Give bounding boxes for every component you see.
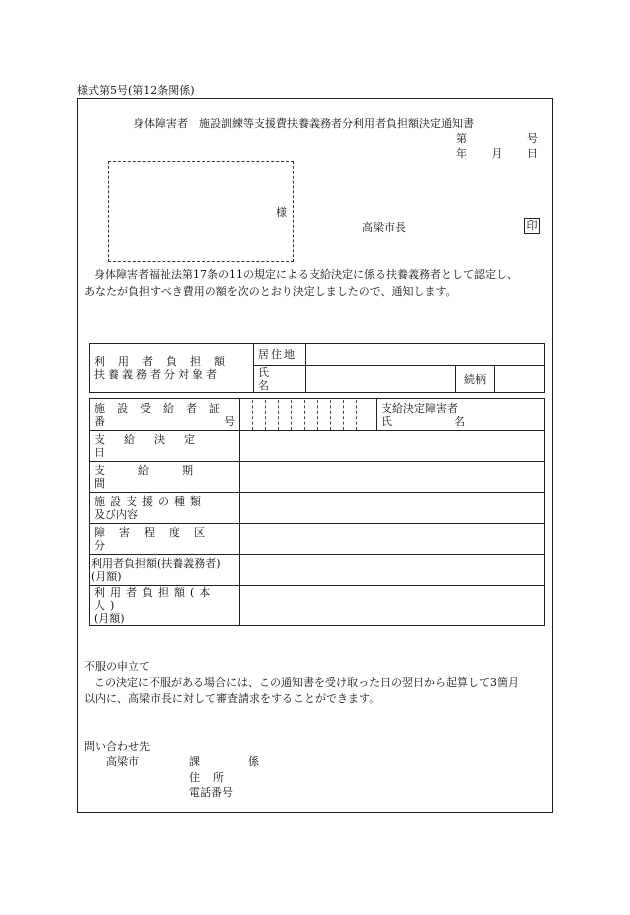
self-burden-label [90,586,240,626]
date-month: 月 [491,147,503,160]
certificate-digit-boxes [240,400,376,430]
self-burden-field[interactable] [240,586,545,626]
decided-person-label-1: 支給決定障害者 [381,401,458,415]
decided-person-label-2: 氏 名 [381,414,465,428]
contact-section: 課 [189,755,200,768]
contact-address: 住所 [189,771,237,784]
date-year: 年 [456,147,467,160]
address-label: 居住地 [254,344,306,366]
certificate-label-top: 施設受給者証 [94,401,232,415]
disability-class-label: 障害程度区分 [90,524,240,555]
form-number: 様式第5号(第12条関係) [77,84,195,97]
recipient-suffix: 様 [276,206,287,219]
name-field[interactable] [306,366,456,393]
document-title: 身体障害者 施設訓練等支援費扶養義務者分利用者負担額決定通知書 [133,117,474,130]
benefit-period-label: 支給期間 [90,462,240,493]
number-prefix: 第 [456,132,467,145]
contact-subsection: 係 [248,755,259,768]
decision-date-label: 支給決定日 [90,431,240,462]
service-type-field[interactable] [240,493,545,524]
service-type-label [90,493,240,524]
date-day: 日 [527,147,538,160]
name-label: 氏名 [254,366,306,393]
self-burden-label-2: (月額) [94,612,125,625]
benefit-period-field[interactable] [240,462,545,493]
decision-date-field[interactable] [240,431,545,462]
document-date [456,147,538,161]
relation-field[interactable] [495,366,545,393]
recipient-address-box[interactable] [108,161,294,262]
contact-heading: 問い合わせ先 [84,740,150,753]
benefit-table [89,398,545,626]
objection-heading: 不服の申立て [84,660,150,673]
certificate-number-field[interactable] [240,399,377,431]
number-suffix: 号 [527,132,538,145]
service-type-label-2: 及び内容 [94,508,138,521]
seal-mark: 印 [524,218,540,234]
document-number [456,132,538,146]
issuer-name: 高梁市長 [362,221,406,234]
decided-person-cell [377,399,545,431]
dependent-label [90,344,254,393]
service-type-label-1: 施設支援の種類 [94,495,206,508]
dependent-burden-label [90,555,240,586]
contact-city: 高梁市 [106,755,139,768]
objection-line-2: 以内に、高梁市長に対して審査請求をすることができます。 [84,692,381,705]
address-field[interactable] [306,344,545,366]
certificate-label-bottom: 番 号 [94,414,235,428]
certificate-label [90,399,240,431]
disability-class-field[interactable] [240,524,545,555]
relation-label: 続柄 [456,366,495,393]
self-burden-label-1: 利用者負担額(本人) [94,586,216,612]
contact-phone: 電話番号 [189,786,233,799]
dependent-label-line2: 扶養義務者分対象者 [94,368,220,381]
body-line-2: あなたが負担すべき費用の額を次のとおり決定しましたので、通知します。 [84,285,457,298]
dependent-burden-field[interactable] [240,555,545,586]
dependent-burden-label-1: 利用者負担額(扶養義務者) [91,557,221,570]
dependent-table [89,343,545,393]
objection-line-1: この決定に不服がある場合には、この通知書を受け取った日の翌日から起算して3箇月 [94,676,519,689]
dependent-burden-label-2: (月額) [91,570,122,583]
body-line-1: 身体障害者福祉法第17条の11の規定による支給決定に係る扶養義務者として認定し、 [94,268,518,281]
dependent-label-line1: 利用者負担額 [94,355,238,368]
